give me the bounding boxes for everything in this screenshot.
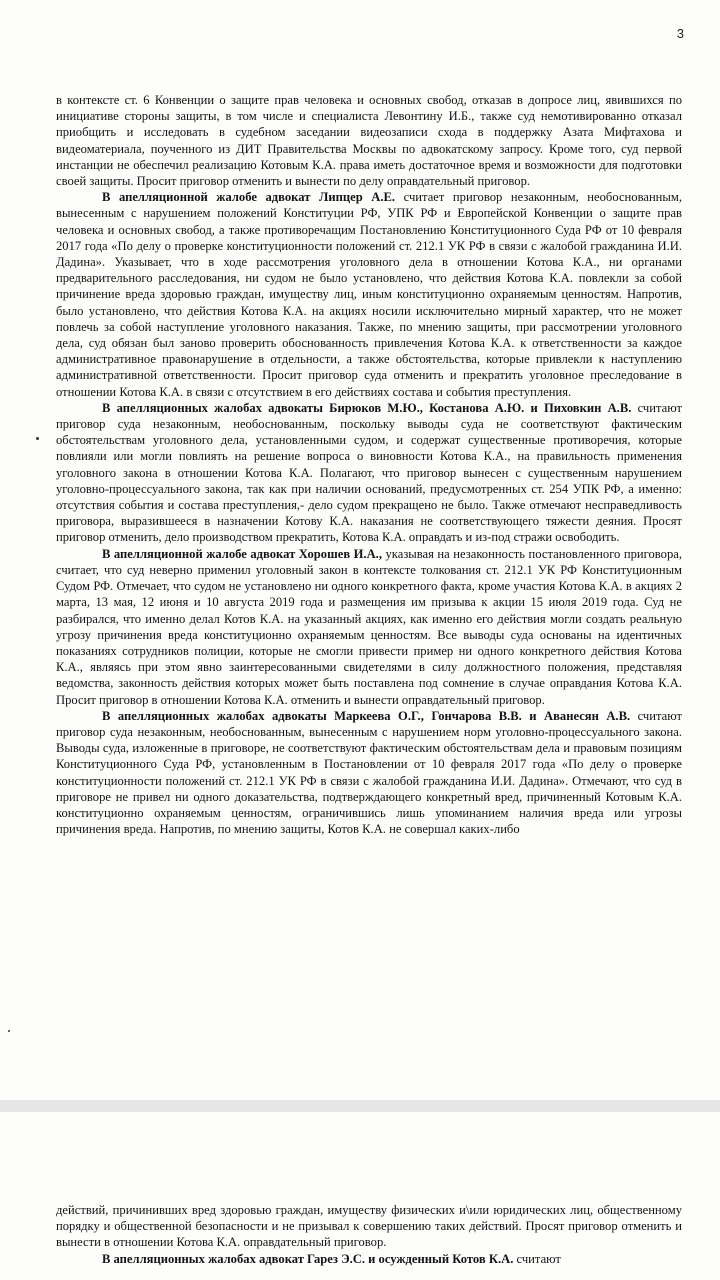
paragraph-continuation: [56, 92, 682, 189]
paragraph-text: действий, причинивших вред здоровью граждан, имуществу физических и\или юридических лиц, общественному порядку и общественной безопасности и не призывал к совершению таких действий. Просят приговор отменить и вынести в отношении Котова К.А. оправдательный приговор.: [56, 1203, 682, 1250]
paragraph-text: считают приговор суда незаконным, необоснованным, поскольку выводы суда не соответствуют фактическим обстоятельствам уголовного дела, установленными судом, и содержат существенные противоречия, которые повлияли или могли повлиять на решение вопроса о виновности Котова К.А., на правильность применения уголовного закона в отношении Котова К.А. Полагают, что приговор вынесен с существенным нарушением уголовно-процессуального закона, так как при наличии оснований, предусмотренных ст. 254 УПК РФ, а именно: отсутствия события и состава преступления,- дело судом прекращено не было. Также отмечают несправедливость приговора, выразившееся в назначении Котову К.А. наказания не соответствующего тяжести деяния. Просят приговор отменить, дело производством прекратить, Котова К.А. оправдать и из-под стражи освободить.: [56, 400, 682, 545]
paragraph-biryukov: [56, 400, 682, 546]
paragraph-lead: В апелляционной жалобе адвокат Липцер А.Е.: [102, 190, 396, 205]
paragraph-lead: В апелляционных жалобах адвокат Гарез Э.С. и осужденный Котов К.А.: [102, 1251, 514, 1266]
page-separator: [0, 1100, 720, 1112]
paragraph-lead: В апелляционных жалобах адвокаты Бирюков М.Ю., Костанова А.Ю. и Пиховкин А.В.: [102, 400, 632, 415]
page-body-text: [56, 1202, 682, 1267]
scan-speck: [8, 1030, 10, 1032]
paragraph-lead: В апелляционных жалобах адвокаты Маркеева О.Г., Гончарова В.В. и Аванесян А.В.: [102, 708, 631, 723]
paragraph-text: в контексте ст. 6 Конвенции о защите прав человека и основных свобод, отказав в допросе лиц, явившихся по инициативе стороны защиты, в том числе и специалиста Левонтину И.Б., также суд немотивированно отказал приобщить и исследовать в судебном заседании видеозаписи схода в поддержку Азата Мифтахова и видеоматериала, поученного из ДИТ Правительства Москвы по адвокатскому запросу. Кроме того, суд первой инстанции не обеспечил реализацию Котовым К.А. права иметь достаточное время и возможности для подготовки своей защиты. Просит приговор отменить и вынести по делу оправдательный приговор.: [56, 93, 682, 189]
page-number: 3: [676, 26, 684, 41]
paragraph-lead: В апелляционной жалобе адвокат Хорошев И.А.,: [102, 546, 382, 561]
paragraph-text: считают приговор суда незаконным, необоснованным, вынесенным с нарушением норм уголовно-процессуального закона. Выводы суда, изложенные в приговоре, не соответствуют фактическим обстоятельствам дела и правовым позициям Конституционного Суда РФ, установленным в Постановлении от 10 февраля 2017 года «По делу о проверке конституционности положений ст. 212.1 УК РФ в связи с жалобой гражданина И.И. Дадина». Отмечают, что суд в приговоре не привел ни одного доказательства, подтверждающего конкретный вред, причиненный Котовым К.А. конституционно охраняемым ценностям, ограничившись лишь упоминанием наличия вреда или угрозы причинения вреда. Напротив, по мнению защиты, Котов К.А. не совершал каких-либо: [56, 708, 682, 837]
paragraph-text: считают: [513, 1251, 561, 1266]
paragraph-khoroshev: [56, 546, 682, 708]
paragraph-text: считает приговор незаконным, необоснованным, вынесенным с нарушением положений Конституции РФ, УПК РФ и Европейской Конвенции о защите прав человека и основных свобод, а также противоречащим Постановлению Конституционного Суда РФ от 10 февраля 2017 года «По делу о проверке конституционности положений ст. 212.1 УК РФ в связи с жалобой гражданина И.И. Дадина». Указывает, что в ходе рассмотрения уголовного дела в отношении Котова К.А., ни органами предварительного расследования, ни судом не было установлено, что действия Котова К.А. повлекли за собой причинение вреда здоровью граждан, имуществу лиц, иным конституционно охраняемым ценностям. Напротив, было установлено, что действия Котова К.А. на акциях носили исключительно мирный характер, что не может повлечь за собой наступление уголовного наказания. Также, по мнению защиты, при рассмотрении уголовного дела, суд обязан был заново проверить обоснованность привлечения Котова К.А. к ответственности за каждое административное правонарушение в отдельности, а также обстоятельства, которые привлекли к наступлению административной ответственности. Просит приговор суда отменить и прекратить уголовное преследование в отношении Котова К.А. в связи с отсутствием в его действиях состава и события преступления.: [56, 190, 683, 399]
paragraph-liptser: [56, 189, 682, 400]
scan-speck: [36, 437, 39, 440]
paragraph-markeeva: [56, 708, 682, 838]
page-body-text: [56, 92, 682, 837]
paragraph-text: указывая на незаконность постановленного приговора, считает, что суд неверно применил уголовный закон в контексте толкования ст. 212.1 УК РФ Конституционным Судом РФ. Отмечает, что судом не установлено ни одного конкретного факта, кроме участия Котова К.А. в акциях 2 марта, 13 мая, 12 июня и 10 августа 2019 года и размещения им призыва к акции 15 июля 2019 года. Суд не разбирался, что именно делал Котов К.А. на указанный акциях, как именно его действия могли создать реальную угрозу причинения вреда конституционно охраняемым ценностям. Все выводы суда основаны на идентичных показаниях сотрудников полиции, которые не смогли привести пример ни одного конкретного действия Котова К.А., являясь при этом явно заинтересованными свидетелями в силу должностного положения, представляя ведомства, законность действия которых может быть поставлена под сомнение в случае оправдания Котова К.А. Просит приговор в отношении Котова К.А. отменить и вынести оправдательный приговор.: [56, 546, 682, 707]
paragraph-garez: [56, 1251, 682, 1267]
paragraph-continuation: [56, 1202, 682, 1251]
document-page-bottom: [0, 1112, 720, 1280]
